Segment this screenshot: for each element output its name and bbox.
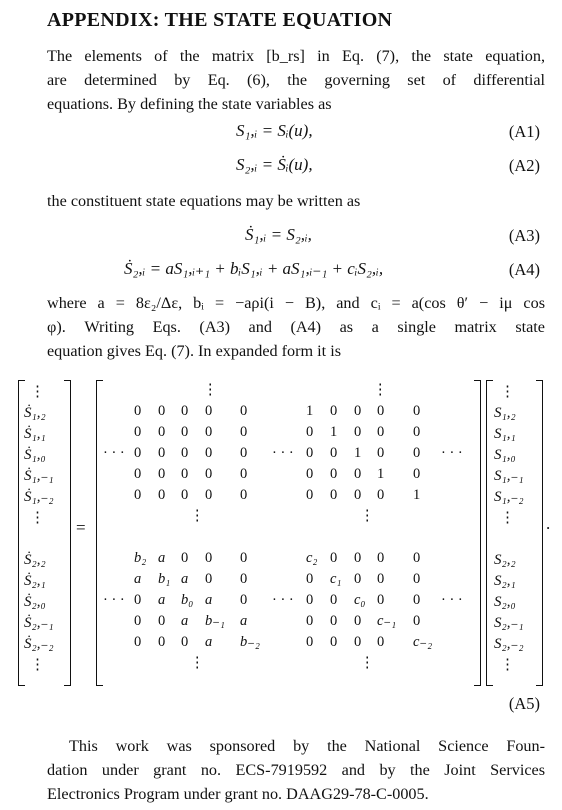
matrix-entry: 0 [306, 466, 314, 482]
matrix-entry: a [181, 613, 189, 629]
intro-line: are determined by Eq. (6), the governing set of differential [47, 71, 545, 89]
matrix-entry: a [134, 571, 142, 587]
matrix-entry: 0 [330, 550, 338, 566]
matrix-entry: 0 [413, 571, 421, 587]
right-vector-entry: ⋮ [500, 657, 515, 673]
matrix-entry: 0 [134, 634, 142, 650]
matrix-entry: a [158, 592, 166, 608]
matrix-entry: 0 [181, 634, 189, 650]
right-vector-bracket-close [536, 380, 543, 686]
matrix-entry: 0 [413, 550, 421, 566]
matrix-entry: b₋₁ [205, 613, 225, 629]
matrix-entry: 0 [330, 445, 338, 461]
matrix-entry: a [181, 571, 189, 587]
matrix-entry: 0 [134, 466, 142, 482]
equation-a4: Ṡ₂,ᵢ = aS₁,ᵢ₊₁ + bᵢS₁,ᵢ + aS₁,ᵢ₋₁ + cᵢS₂,ᵢ, [124, 259, 384, 278]
matrix-entry: 1 [413, 487, 421, 503]
left-vector-entry: ⋮ [30, 384, 45, 400]
matrix-entry: 1 [354, 445, 362, 461]
matrix-entry: 0 [158, 487, 166, 503]
matrix-entry: 0 [134, 592, 142, 608]
right-vector-entry: S₂,₋₂ [494, 636, 524, 652]
left-vector-entry: ⋮ [30, 510, 45, 526]
matrix-horizontal-ellipsis: · · · [103, 592, 125, 608]
right-vector-entry: S₁,₁ [494, 426, 516, 442]
matrix-entry: 0 [377, 403, 385, 419]
matrix-entry: 0 [240, 445, 248, 461]
matrix-entry: c₀ [354, 592, 366, 608]
matrix-entry: 0 [306, 613, 314, 629]
matrix-entry: 0 [330, 487, 338, 503]
right-state-vector [494, 382, 524, 676]
matrix-entry: a [158, 550, 166, 566]
matrix-vertical-ellipsis: ⋮ [203, 382, 218, 398]
matrix-entry: c₂ [306, 550, 318, 566]
matrix-entry: 0 [134, 613, 142, 629]
middle-paragraph [47, 189, 545, 213]
matrix-entry: b₁ [158, 571, 171, 587]
left-vector-entry [24, 529, 54, 550]
matrix-entry: 0 [134, 487, 142, 503]
matrix-horizontal-ellipsis: · · · [272, 592, 294, 608]
left-vector-entry: Ṡ₂,₀ [24, 594, 46, 610]
right-vector-entry: S₂,₀ [494, 594, 516, 610]
matrix-entry: 0 [330, 403, 338, 419]
matrix-entry: 0 [306, 592, 314, 608]
matrix-entry: b₀ [181, 592, 194, 608]
matrix-entry: 0 [134, 445, 142, 461]
matrix-entry: 0 [158, 403, 166, 419]
matrix-entry: 0 [240, 592, 248, 608]
matrix-entry: 0 [158, 634, 166, 650]
matrix-entry: 0 [330, 613, 338, 629]
acknowledgment-line: dation under grant no. ECS-7919592 and by the Joint Services [47, 761, 545, 779]
right-vector-entry: S₂,₂ [494, 552, 516, 568]
left-state-derivative-vector [24, 382, 54, 676]
matrix-entry: 0 [205, 550, 213, 566]
matrix-vertical-ellipsis: ⋮ [190, 508, 205, 524]
matrix-period: . [546, 514, 551, 533]
matrix-horizontal-ellipsis: · · · [272, 445, 294, 461]
matrix-entry: 0 [413, 592, 421, 608]
matrix-vertical-ellipsis: ⋮ [360, 655, 375, 671]
matrix-entry: 0 [240, 487, 248, 503]
matrix-horizontal-ellipsis: · · · [103, 445, 125, 461]
matrix-entry: 0 [240, 403, 248, 419]
matrix-entry: a [240, 613, 248, 629]
matrix-entry: 0 [377, 592, 385, 608]
left-vector-entry: Ṡ₂,₋₁ [24, 615, 54, 631]
right-vector-bracket-open [486, 380, 493, 686]
matrix-bracket-close [474, 380, 481, 686]
right-vector-entry: ⋮ [500, 510, 515, 526]
left-vector-entry: Ṡ₁,₀ [24, 447, 46, 463]
matrix-entry: 0 [205, 571, 213, 587]
matrix-entry: 0 [377, 424, 385, 440]
acknowledgment-line: This work was sponsored by the National Science Foun- [69, 737, 545, 755]
right-vector-entry [494, 529, 524, 550]
matrix-entry: 1 [306, 403, 314, 419]
matrix-entry: 0 [306, 634, 314, 650]
matrix-entry: 0 [205, 424, 213, 440]
matrix-entry: 0 [181, 424, 189, 440]
matrix-entry: 0 [330, 634, 338, 650]
matrix-entry: 0 [306, 487, 314, 503]
matrix-entry: 0 [330, 466, 338, 482]
equation-a1: S₁,ᵢ = Sᵢ(u), [236, 121, 313, 140]
matrix-entry: 0 [205, 466, 213, 482]
equation-a3: Ṡ₁,ᵢ = S₂,ᵢ, [245, 225, 312, 244]
section-heading: APPENDIX: THE STATE EQUATION [47, 9, 393, 31]
matrix-entry: 0 [306, 445, 314, 461]
left-vector-entry: Ṡ₁,₋₁ [24, 468, 54, 484]
matrix-entry: 0 [240, 424, 248, 440]
matrix-entry: 0 [377, 487, 385, 503]
matrix-entry: 0 [413, 403, 421, 419]
matrix-entry: 0 [377, 634, 385, 650]
matrix-entry: 0 [377, 571, 385, 587]
matrix-vertical-ellipsis: ⋮ [360, 508, 375, 524]
matrix-entry: 0 [240, 550, 248, 566]
matrix-entry: 1 [377, 466, 385, 482]
left-vector-entry: Ṡ₂,₁ [24, 573, 46, 589]
equation-number-a3: (A3) [508, 226, 540, 245]
right-vector-entry: S₂,₋₁ [494, 615, 524, 631]
matrix-entry: 0 [354, 550, 362, 566]
matrix-entry: c₋₂ [413, 634, 433, 650]
matrix-entry: 0 [330, 592, 338, 608]
matrix-entry: 0 [205, 403, 213, 419]
left-vector-entry: Ṡ₁,₂ [24, 405, 46, 421]
matrix-entry: 0 [240, 571, 248, 587]
equation-number-a1: (A1) [508, 122, 540, 141]
matrix-entry: 0 [377, 445, 385, 461]
right-vector-entry: S₂,₁ [494, 573, 516, 589]
matrix-entry: 0 [413, 466, 421, 482]
matrix-entry: 0 [413, 424, 421, 440]
right-vector-entry: S₁,₋₁ [494, 468, 524, 484]
right-vector-entry: S₁,₂ [494, 405, 516, 421]
matrix-vertical-ellipsis: ⋮ [373, 382, 388, 398]
matrix-entry: 0 [354, 634, 362, 650]
right-vector-entry: S₁,₋₂ [494, 489, 524, 505]
matrix-entry: b₂ [134, 550, 147, 566]
left-vector-entry: Ṡ₁,₋₂ [24, 489, 54, 505]
matrix-entry: c₁ [330, 571, 342, 587]
matrix-entry: 0 [354, 403, 362, 419]
matrix-entry: 0 [181, 403, 189, 419]
where-line: φ). Writing Eqs. (A3) and (A4) as a single matrix state [47, 318, 545, 336]
middle-line: the constituent state equations may be written as [47, 192, 361, 210]
where-line: equation gives Eq. (7). In expanded form it is [47, 342, 341, 360]
matrix-entry: 0 [134, 403, 142, 419]
left-vector-entry: Ṡ₂,₂ [24, 552, 46, 568]
acknowledgment-line: Electronics Program under grant no. DAAG29-78-C-0005. [47, 785, 429, 803]
matrix-entry: 1 [330, 424, 338, 440]
matrix-entry: 0 [354, 487, 362, 503]
left-vector-entry: Ṡ₁,₁ [24, 426, 46, 442]
intro-paragraph [47, 44, 545, 116]
matrix-entry: 0 [158, 613, 166, 629]
matrix-entry: 0 [413, 445, 421, 461]
left-vector-bracket-close [64, 380, 71, 686]
matrix-entry: a [205, 592, 213, 608]
matrix-entry: 0 [205, 445, 213, 461]
matrix-entry: b₋₂ [240, 634, 260, 650]
right-vector-entry: S₁,₀ [494, 447, 516, 463]
left-vector-entry: ⋮ [30, 657, 45, 673]
acknowledgment-paragraph [47, 734, 545, 806]
equation-number-a5: (A5) [508, 694, 540, 713]
matrix-entry: 0 [354, 424, 362, 440]
equation-number-a4: (A4) [508, 260, 540, 279]
matrix-entry: 0 [306, 571, 314, 587]
matrix-bracket-open [96, 380, 103, 686]
matrix-entry: 0 [354, 571, 362, 587]
matrix-entry: 0 [181, 487, 189, 503]
matrix-entry: 0 [134, 424, 142, 440]
equation-a2: S₂,ᵢ = Ṡᵢ(u), [236, 155, 313, 174]
intro-line: equations. By defining the state variables as [47, 95, 332, 113]
matrix-entry: 0 [181, 466, 189, 482]
matrix-entry: a [205, 634, 213, 650]
matrix-entry: 0 [354, 466, 362, 482]
matrix-entry: 0 [377, 550, 385, 566]
right-vector-entry: ⋮ [500, 384, 515, 400]
where-line: where a = 8ε₂/Δε, bᵢ = −aρi(i − B), and cᵢ = a(cos θ′ − iμ cos [47, 294, 545, 312]
equals-sign: = [76, 518, 86, 537]
matrix-entry: 0 [240, 466, 248, 482]
matrix-entry: 0 [158, 424, 166, 440]
matrix-horizontal-ellipsis: · · · [441, 592, 463, 608]
matrix-horizontal-ellipsis: · · · [441, 445, 463, 461]
matrix-vertical-ellipsis: ⋮ [190, 655, 205, 671]
matrix-entry: 0 [181, 445, 189, 461]
matrix-entry: 0 [158, 466, 166, 482]
left-vector-entry: Ṡ₂,₋₂ [24, 636, 54, 652]
matrix-entry: 0 [158, 445, 166, 461]
equation-number-a2: (A2) [508, 156, 540, 175]
matrix-entry: 0 [181, 550, 189, 566]
matrix-entry: c₋₁ [377, 613, 397, 629]
matrix-entry: 0 [306, 424, 314, 440]
intro-line: The elements of the matrix [b_rs] in Eq. (7), the state equation, [47, 47, 545, 65]
matrix-entry: 0 [205, 487, 213, 503]
where-paragraph [47, 291, 545, 363]
matrix-entry: 0 [413, 613, 421, 629]
matrix-entry: 0 [354, 613, 362, 629]
